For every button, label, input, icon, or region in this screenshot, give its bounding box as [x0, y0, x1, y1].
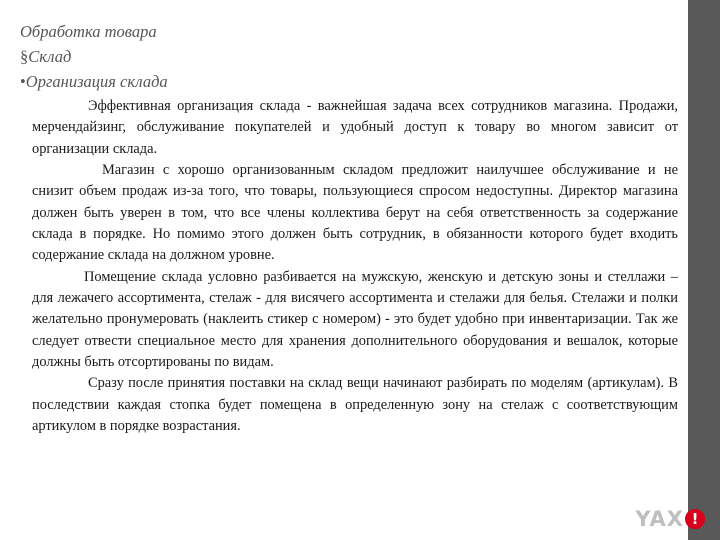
header-item-organization-label: Организация склада	[25, 72, 168, 91]
logo-exclamation-icon: !	[685, 509, 705, 529]
logo-text: YAX	[635, 507, 684, 531]
dot-bullet-icon: •	[20, 72, 26, 91]
section-bullet-icon: §	[20, 47, 29, 66]
header-title: Обработка товара	[20, 22, 157, 41]
paragraph-1: Эффективная организация склада - важнейшая задача всех сотрудников магазина. Продажи, мерчендайзинг, обслуживание покупателей и удобный доступ к товару во многом зависит от организации склада.	[32, 98, 678, 157]
slide-body	[32, 96, 678, 438]
right-sidebar-strip	[688, 0, 720, 540]
paragraph-4: Сразу после принятия поставки на склад вещи начинают разбирать по моделям (артикулам). В последствии каждая стопка будет помещена в определенную зону на стелаж с соответствующим артикулом в порядке возрастания.	[32, 375, 678, 435]
header-item-sklad	[20, 44, 168, 69]
header-item-organization	[20, 69, 168, 94]
paragraph-2: Магазин с хорошо организованным складом предложит наилучшее обслуживание и не снизит объем продаж из-за того, что товары, пользующиеся спросом недоступны. Директор магазина должен быть уверен в том, что все члены коллектива берут на себя ответственность за содержание склада в порядке. Но помимо этого должен быть сотрудник, в обязанности которого будет входить содержание склада на должном уровне.	[32, 162, 678, 264]
header-item-sklad-label: Склад	[28, 47, 72, 66]
slide-header	[20, 19, 168, 94]
yax-logo	[635, 507, 705, 531]
paragraph-3: Помещение склада условно разбивается на мужскую, женскую и детскую зоны и стеллажи – для лежачего ассортимента, стелаж - для висячего ассортимента и стелажи для белья. Стелажи и полки желательно пронумеровать (наклеить стикер с номером) - это будет удобно при инвентаризации. Так же следует отвести специальное место для хранения дополнительного оборудования и вешалок, которые должны быть отсортированы по видам.	[32, 268, 678, 371]
